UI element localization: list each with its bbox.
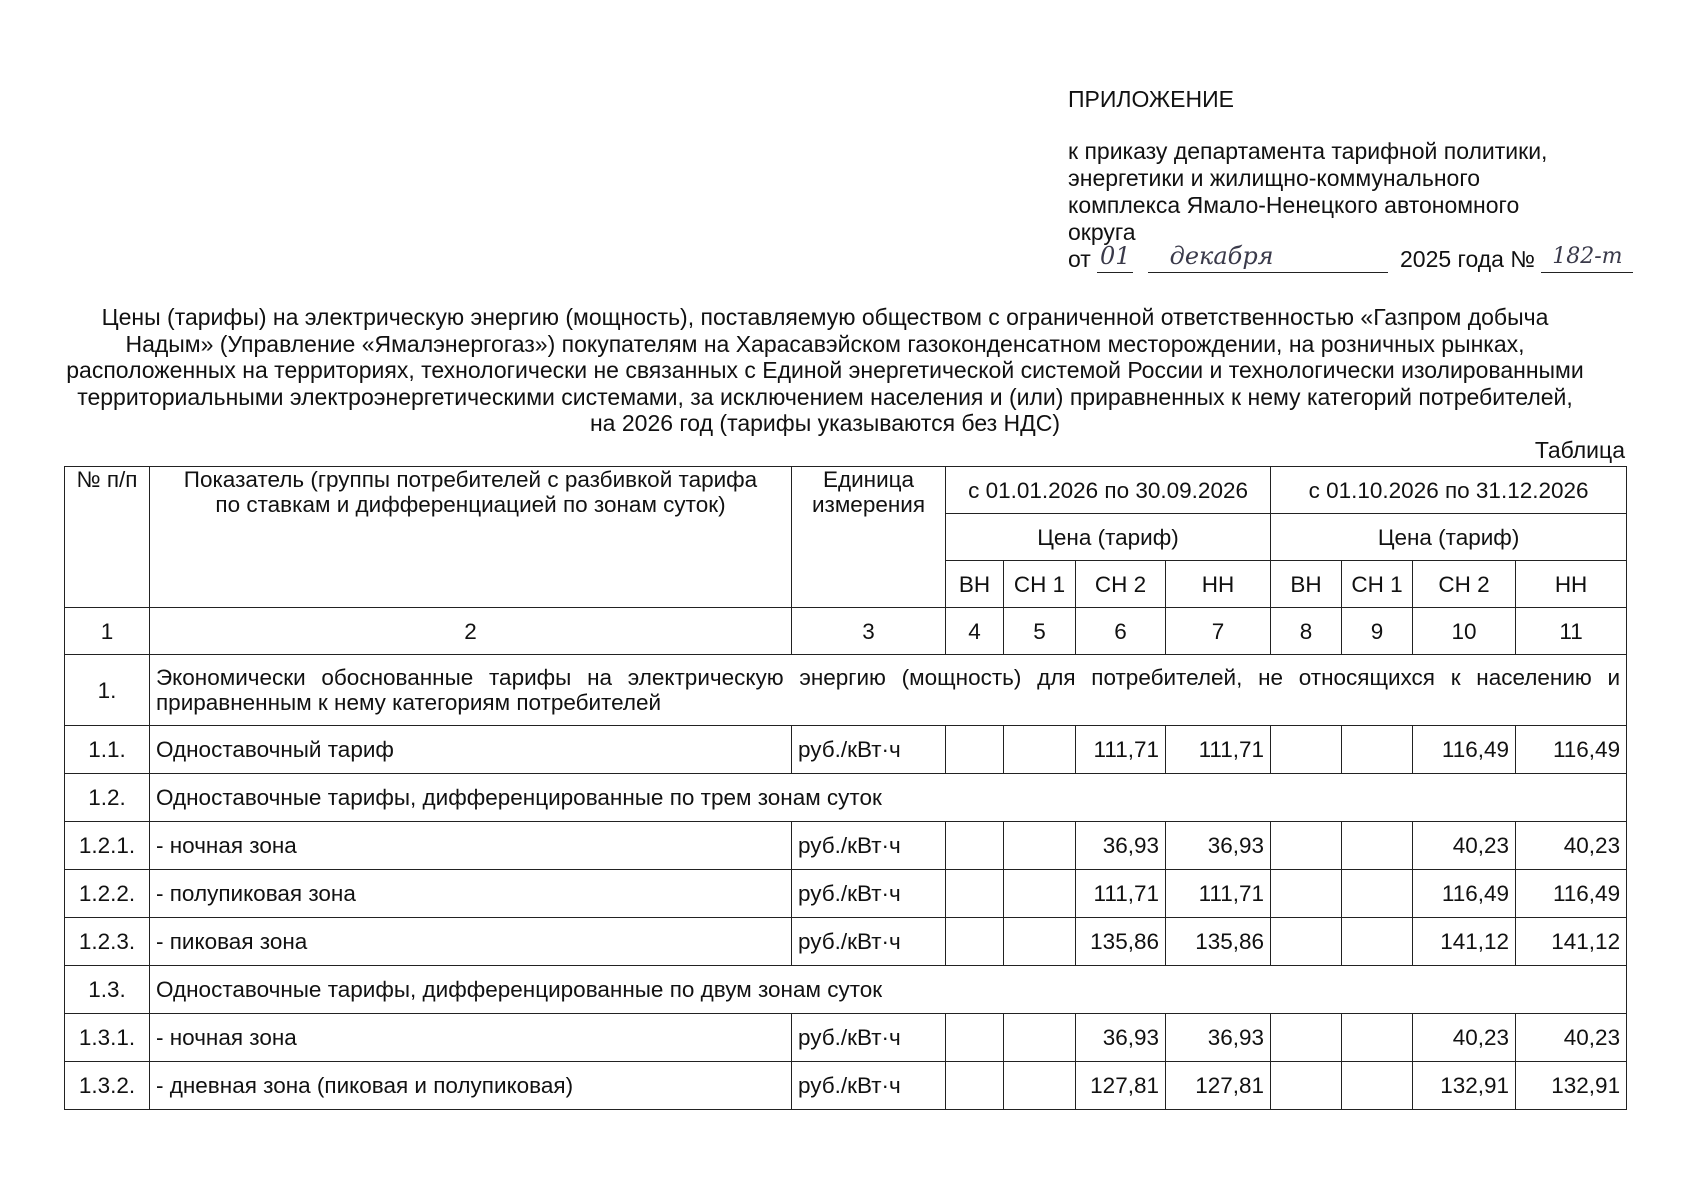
table-row — [65, 1014, 1627, 1062]
tariff-value: 116,49 — [1516, 726, 1627, 774]
row-label: - ночная зона — [150, 1014, 792, 1062]
row-unit: руб./кВт·ч — [792, 726, 946, 774]
appendix-line: комплекса Ямало-Ненецкого автономного — [1068, 192, 1520, 218]
column-number: 9 — [1342, 608, 1413, 655]
group-label: Одноставочные тарифы, дифференцированные по трем зонам суток — [150, 774, 1627, 822]
tariff-value — [1271, 918, 1342, 966]
tariff-value: 36,93 — [1166, 1014, 1271, 1062]
date-prefix: от — [1068, 246, 1091, 272]
appendix-heading: ПРИЛОЖЕНИЕ — [1068, 86, 1234, 112]
row-number: 1.3. — [65, 966, 150, 1014]
tariff-value — [1004, 918, 1076, 966]
tariff-value — [946, 1014, 1004, 1062]
table-row — [65, 774, 1627, 822]
header-level: ВН — [946, 561, 1004, 608]
row-unit: руб./кВт·ч — [792, 870, 946, 918]
tariff-value — [1004, 822, 1076, 870]
table-row — [65, 726, 1627, 774]
row-number: 1.3.2. — [65, 1062, 150, 1110]
tariff-value: 141,12 — [1516, 918, 1627, 966]
tariff-value: 116,49 — [1516, 870, 1627, 918]
tariff-value — [1342, 918, 1413, 966]
column-number: 5 — [1004, 608, 1076, 655]
appendix-block — [1068, 86, 1628, 274]
row-label: - пиковая зона — [150, 918, 792, 966]
tariff-value: 141,12 — [1413, 918, 1516, 966]
table-row — [65, 655, 1627, 726]
handwritten-number: 182-т — [1552, 244, 1623, 269]
row-number: 1.2.1. — [65, 822, 150, 870]
tariff-value — [946, 822, 1004, 870]
tariff-value — [1004, 1014, 1076, 1062]
tariff-value — [946, 870, 1004, 918]
tariff-value — [1342, 822, 1413, 870]
tariff-value — [1271, 1014, 1342, 1062]
row-label: - полупиковая зона — [150, 870, 792, 918]
table-row — [65, 918, 1627, 966]
row-label: - ночная зона — [150, 822, 792, 870]
header-indicator: Показатель (группы потребителей с разбивкой тарифа по ставкам и дифференциацией по зонам суток) — [150, 467, 792, 608]
tariff-value: 40,23 — [1516, 822, 1627, 870]
month-slot — [1148, 242, 1388, 273]
tariff-value: 111,71 — [1166, 870, 1271, 918]
tariff-value — [1342, 726, 1413, 774]
column-number: 3 — [792, 608, 946, 655]
header-price-1: Цена (тариф) — [946, 514, 1271, 561]
tariff-value — [946, 726, 1004, 774]
tariff-value — [1271, 726, 1342, 774]
section-label: Экономически обоснованные тарифы на электрическую энергию (мощность) для потребителей, не относящихся к населению и приравненным к нему категориям потребителей — [150, 655, 1627, 726]
column-number: 7 — [1166, 608, 1271, 655]
tariff-value: 127,81 — [1166, 1062, 1271, 1110]
appendix-line: энергетики и жилищно-коммунального — [1068, 165, 1480, 191]
header-level: НН — [1166, 561, 1271, 608]
header-num: № п/п — [65, 467, 150, 608]
header-level: СН 1 — [1004, 561, 1076, 608]
column-number: 10 — [1413, 608, 1516, 655]
document-title: Цены (тарифы) на электрическую энергию (мощность), поставляемую обществом с ограниченной ответственностью «Газпром добыча Надым» (Управление «Ямалэнергогаз») покупателям на Харасавэйском газоконденсатном месторождении, на розничных рынках, расположенных на территориях, технологически не связанных с Единой энергетической системой России и технологически изолированными территориальными электроэнергетическими системами, за исключением населения и (или) приравненных к нему категорий потребителей, на 2026 год (тарифы указываются без НДС) — [66, 304, 1584, 436]
tariff-table — [64, 466, 1627, 1110]
tariff-value — [1271, 870, 1342, 918]
row-unit: руб./кВт·ч — [792, 1014, 946, 1062]
appendix-line: округа — [1068, 219, 1136, 245]
tariff-value: 116,49 — [1413, 726, 1516, 774]
table-caption: Таблица — [1534, 437, 1625, 463]
row-number: 1.2.2. — [65, 870, 150, 918]
number-slot — [1541, 244, 1633, 273]
column-number: 1 — [65, 608, 150, 655]
tariff-value: 132,91 — [1413, 1062, 1516, 1110]
row-number: 1.2.3. — [65, 918, 150, 966]
table-row — [65, 1062, 1627, 1110]
tariff-value: 40,23 — [1516, 1014, 1627, 1062]
tariff-value — [1004, 726, 1076, 774]
tariff-value — [1271, 822, 1342, 870]
header-level: СН 1 — [1342, 561, 1413, 608]
tariff-value — [946, 1062, 1004, 1110]
row-unit: руб./кВт·ч — [792, 918, 946, 966]
tariff-value — [1342, 1062, 1413, 1110]
row-number: 1.3.1. — [65, 1014, 150, 1062]
header-price-2: Цена (тариф) — [1271, 514, 1627, 561]
header-level: СН 2 — [1413, 561, 1516, 608]
tariff-value — [1342, 1014, 1413, 1062]
tariff-value: 111,71 — [1076, 726, 1166, 774]
tariff-value: 132,91 — [1516, 1062, 1627, 1110]
row-label: Одноставочный тариф — [150, 726, 792, 774]
row-number: 1.1. — [65, 726, 150, 774]
tariff-value: 36,93 — [1076, 1014, 1166, 1062]
tariff-value: 111,71 — [1166, 726, 1271, 774]
row-unit: руб./кВт·ч — [792, 822, 946, 870]
column-number: 2 — [150, 608, 792, 655]
header-unit: Единица измерения — [792, 467, 946, 608]
header-level: НН — [1516, 561, 1627, 608]
appendix-line: к приказу департамента тарифной политики, — [1068, 138, 1548, 164]
column-number: 4 — [946, 608, 1004, 655]
row-number: 1. — [65, 655, 150, 726]
tariff-value — [1004, 1062, 1076, 1110]
header-level: ВН — [1271, 561, 1342, 608]
row-number: 1.2. — [65, 774, 150, 822]
tariff-value: 40,23 — [1413, 1014, 1516, 1062]
row-label: - дневная зона (пиковая и полупиковая) — [150, 1062, 792, 1110]
tariff-value — [1271, 1062, 1342, 1110]
group-label: Одноставочные тарифы, дифференцированные по двум зонам суток — [150, 966, 1627, 1014]
row-unit: руб./кВт·ч — [792, 1062, 946, 1110]
tariff-value — [1004, 870, 1076, 918]
tariff-value: 135,86 — [1166, 918, 1271, 966]
column-number: 8 — [1271, 608, 1342, 655]
tariff-value: 111,71 — [1076, 870, 1166, 918]
tariff-value: 40,23 — [1413, 822, 1516, 870]
order-date-line — [1068, 242, 1628, 274]
column-number-row — [65, 608, 1627, 655]
table-row — [65, 870, 1627, 918]
handwritten-month: декабря — [1169, 242, 1274, 270]
header-period-1: с 01.01.2026 по 30.09.2026 — [946, 467, 1271, 514]
table-row — [65, 822, 1627, 870]
table-row — [65, 966, 1627, 1014]
header-level: СН 2 — [1076, 561, 1166, 608]
tariff-value: 36,93 — [1166, 822, 1271, 870]
day-slot — [1097, 242, 1133, 273]
tariff-value: 127,81 — [1076, 1062, 1166, 1110]
tariff-value: 36,93 — [1076, 822, 1166, 870]
tariff-value: 116,49 — [1413, 870, 1516, 918]
tariff-value — [1342, 870, 1413, 918]
column-number: 6 — [1076, 608, 1166, 655]
tariff-value: 135,86 — [1076, 918, 1166, 966]
header-period-2: с 01.10.2026 по 31.12.2026 — [1271, 467, 1627, 514]
handwritten-day: 01 — [1099, 242, 1131, 270]
year-number-label: 2025 года № — [1400, 246, 1536, 272]
column-number: 11 — [1516, 608, 1627, 655]
tariff-value — [946, 918, 1004, 966]
